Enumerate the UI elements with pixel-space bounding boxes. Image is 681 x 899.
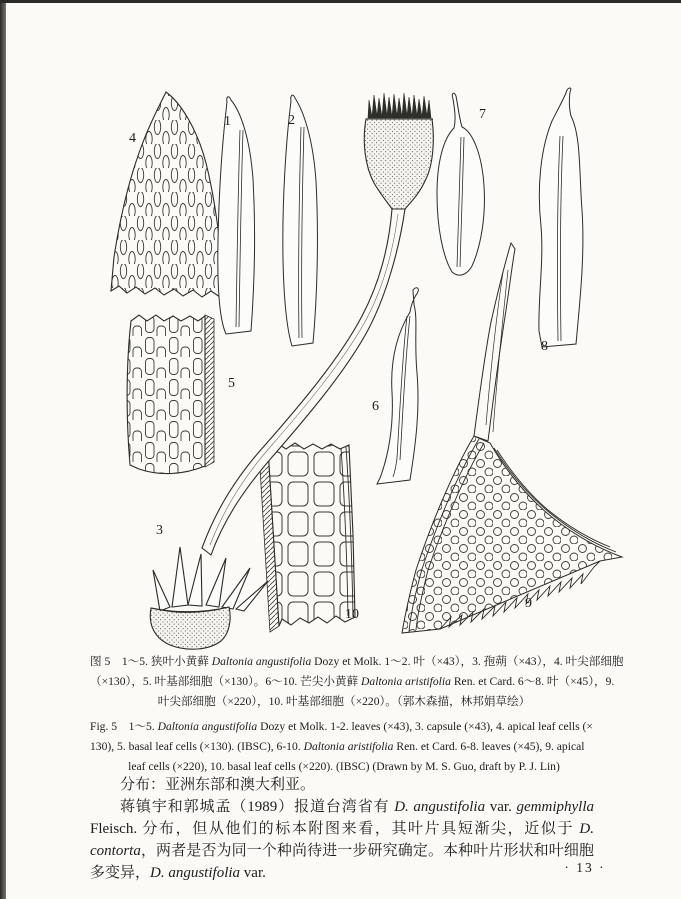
figure-label-6: 6 [372,399,379,414]
caption-text: （×130），5. 叶基部细胞（×130）。6～10. 芒尖小黄藓 [90,675,362,688]
fig-9-apical-leaf-cells [402,243,622,633]
caption-text: leaf cells (×220), 10. basal leaf cells (×220). (IBSC) (Drawn by M. S. Guo, draft by P. J. Lin) [128,760,560,773]
species-name: D. angustifolia [394,799,486,815]
figure-label-3: 3 [156,523,163,538]
caption-en-line-2 [90,737,598,757]
fig-4-apical-leaf-cells [111,92,224,297]
caption-text: 130), 5. basal leaf cells (×130). (IBSC), 6-10. [90,740,304,753]
discussion-text: var. [485,799,517,815]
discussion-text: Fleisch. 分布，但从他们的标本附图来看，其叶片具短渐尖，近似于 [90,821,580,837]
page-number: · 13 · [564,860,606,875]
caption-text: Ren. et Card. 6-8. leaves (×45), 9. apical [393,740,585,753]
caption-zh-line-1 [90,652,624,672]
caption-text: 叶尖部细胞（×220），10. 叶基部细胞（×220）。（郭木森描，林邦娟草绘） [157,695,531,708]
discussion-text: ，两者是否为同一个种尚待进一步研究确定。本种叶片形状和叶细胞多变异， [90,843,594,881]
species-name: gemmiphylla [516,799,594,815]
figure-label-4: 4 [129,131,136,146]
species-name: Daltonia aristifolia [361,675,451,688]
distribution-text: 分布：亚洲东部和澳大利亚。 [120,777,316,793]
caption-text: Dozy et Molk. 1～2. 叶（×43），3. 孢蒴（×43），4. 叶尖部细胞 [311,655,624,668]
paragraph-distribution [90,774,594,796]
fig-10-basal-leaf-cells [259,443,355,632]
figure-label-7: 7 [479,107,486,122]
discussion-text: 蒋镇宇和郭城孟（1989）报道台湾省有 [120,799,395,815]
caption-text: Ren. et Card. 6～8. 叶（×45），9. [450,675,615,688]
figure-label-9: 9 [525,596,532,611]
figure-label-2: 2 [288,113,295,128]
figure-caption [90,652,624,777]
caption-zh-line-3 [90,692,598,712]
figure-label-1: 1 [224,114,231,129]
species-name: D. contorta [90,821,594,859]
caption-text: Dozy et Molk. 1-2. leaves (×43), 3. capsule (×43), 4. apical leaf cells (× [257,720,593,733]
figure-label-5: 5 [228,376,235,391]
fig-2-leaf [283,95,318,346]
discussion-text: var. [240,865,266,881]
fig-6-leaf [377,288,418,484]
caption-en-line-1 [90,717,598,737]
fig-5-basal-leaf-cells [127,315,214,474]
species-name: D. angustifolia [150,865,241,881]
species-name: Daltonia angustifolia [211,655,312,668]
figure-label-10: 10 [345,607,359,622]
figure-label-8: 8 [541,339,548,354]
caption-text: 图 5 1～5. 狭叶小黄藓 [90,655,212,668]
fig-8-leaf [539,88,583,347]
fig-7-leaf [437,93,484,275]
caption-zh-line-2 [90,672,615,692]
caption-text: Fig. 5 1～5. [90,720,158,733]
species-name: Daltonia angustifolia [157,720,258,733]
body-text [90,774,594,884]
species-name: Daltonia aristifolia [303,740,394,753]
fig-1-leaf [218,97,255,334]
paragraph-discussion [90,796,594,884]
